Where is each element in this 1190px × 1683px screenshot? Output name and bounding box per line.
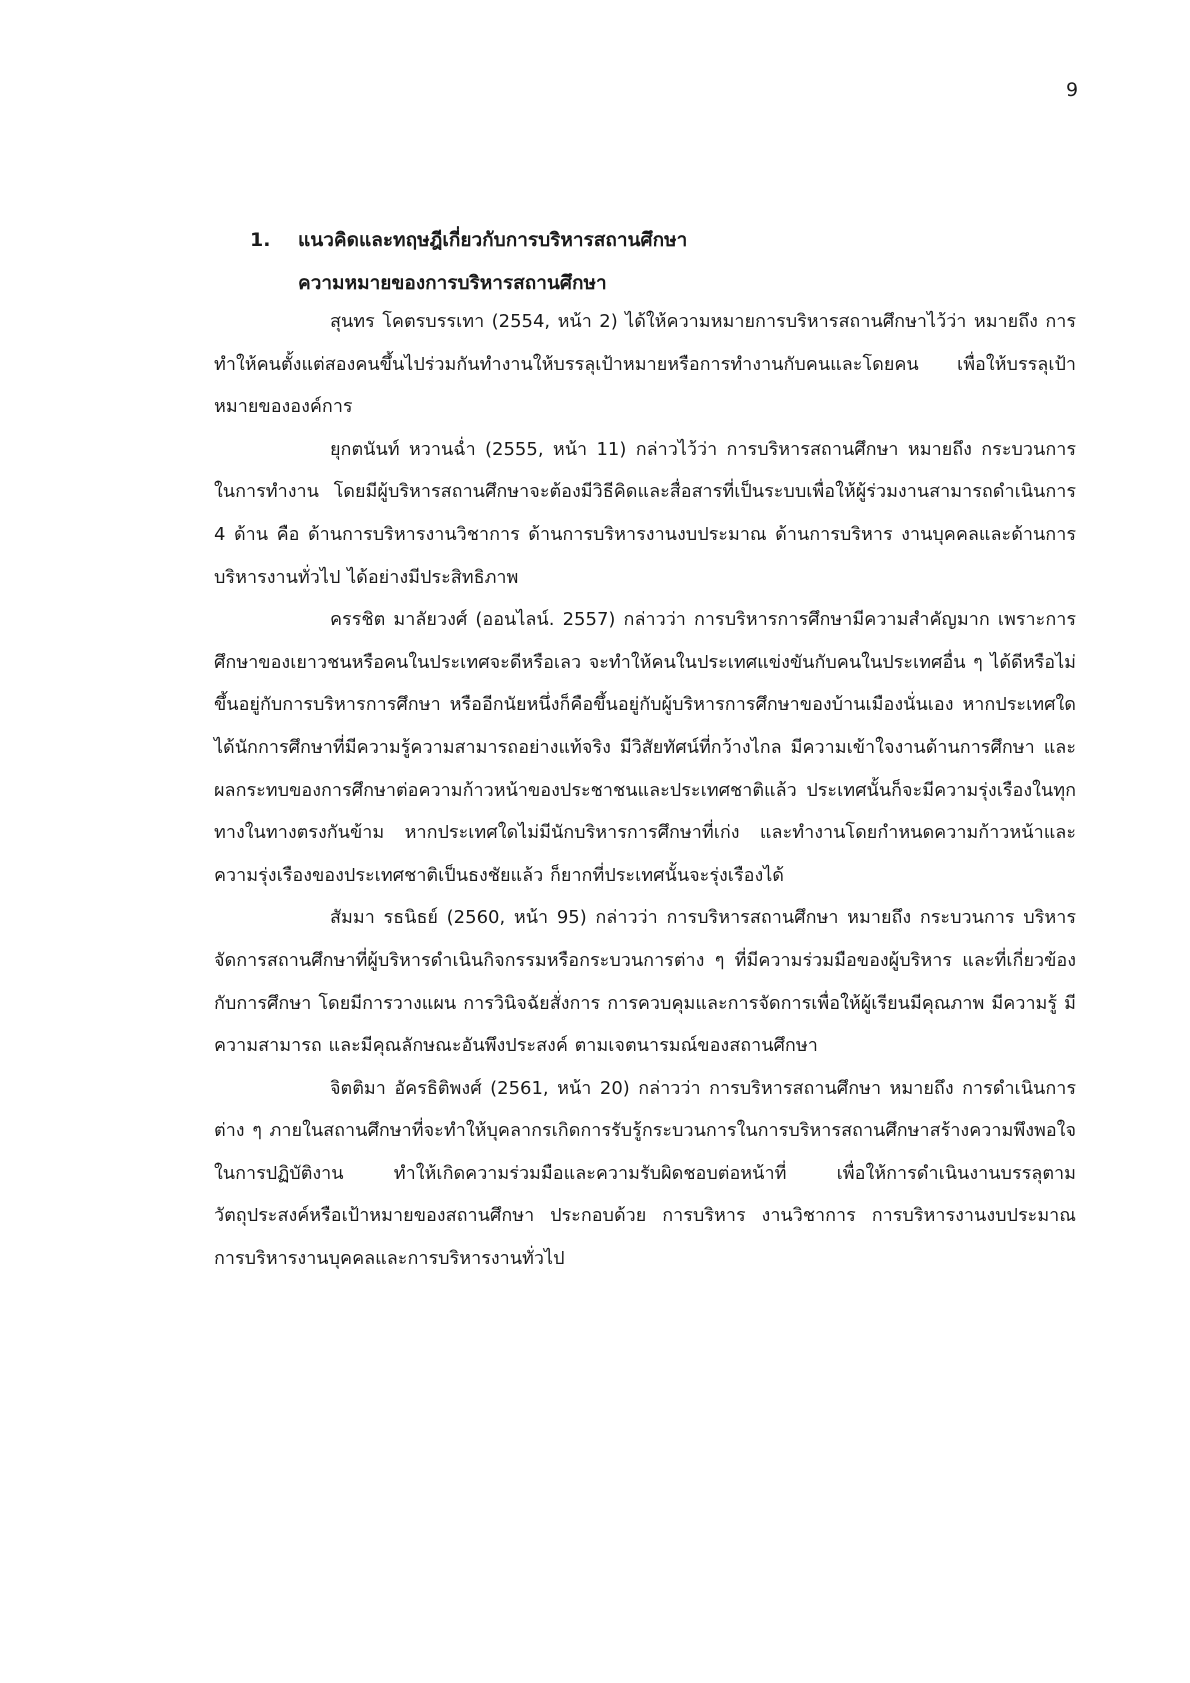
paragraph-kanchit: ครรชิต มาลัยวงศ์ (ออนไลน์. 2557) กล่าวว่า การบริหารการศึกษามีความสำคัญมาก เพราะการศึกษาของเยาวชนหรือคนในประเทศจะดีหรือเลว จะทำให้คนในประเทศแข่งขันกับคนในประเทศอื่น ๆ ได้ดีหรือไม่ขึ้นอยู่กับการบริหารการศึกษา หรืออีกนัยหนึ่งก็คือขึ้นอยู่กับผู้บริหารการศึกษาของบ้านเมืองนั่นเอง หากประเทศใดได้นักการศึกษาที่มีความรู้ความสามารถอย่างแท้จริง มีวิสัยทัศน์ที่กว้างไกล มีความเข้าใจงานด้านการศึกษา และผลกระทบของการศึกษาต่อความก้าวหน้าของประชาชนและประเทศชาติแล้ว ประเทศนั้นก็จะมีความรุ่งเรืองในทุกทางในทางตรงกันข้าม หากประเทศใดไม่มีนักบริหารการศึกษาที่เก่ง และทำงานโดยกำหนดความก้าวหน้าและความรุ่งเรืองของประเทศชาติเป็นธงชัยแล้ว ก็ยากที่ประเทศนั้นจะรุ่งเรืองได้ — [214, 609, 1076, 886]
section-subtitle: ความหมายของการบริหารสถานศึกษา — [298, 272, 607, 294]
paragraph-summa: สัมมา รธนิธย์ (2560, หน้า 95) กล่าวว่า การบริหารสถานศึกษา หมายถึง กระบวนการ บริหารจัดการสถานศึกษาที่ผู้บริหารดำเนินกิจกรรมหรือกระบวนการต่าง ๆ ที่มีความร่วมมือของผู้บริหาร และที่เกี่ยวข้องกับการศึกษา โดยมีการวางแผน การวินิจฉัยสั่งการ การควบคุมและการจัดการเพื่อให้ผู้เรียนมีคุณภาพ มีความรู้ มีความสามารถ และมีคุณลักษณะอันพึงประสงค์ ตามเจตนารมณ์ของสถานศึกษา — [214, 907, 1076, 1057]
page-number: 9 — [1066, 79, 1079, 101]
section-title: แนวคิดและทฤษฎีเกี่ยวกับการบริหารสถานศึกษา — [298, 229, 688, 251]
paragraph-jittima: จิตติมา อัครธิติพงศ์ (2561, หน้า 20) กล่าวว่า การบริหารสถานศึกษา หมายถึง การดำเนินการต่าง ๆ ภายในสถานศึกษาที่จะทำให้บุคลากรเกิดการรับรู้กระบวนการในการบริหารสถานศึกษาสร้างความพึงพอใจในการปฏิบัติงาน ทำให้เกิดความร่วมมือและความรับผิดชอบต่อหน้าที่ เพื่อให้การดำเนินงานบรรลุตามวัตถุประสงค์หรือเป้าหมายของสถานศึกษา ประกอบด้วย การบริหาร งานวิชาการ การบริหารงานงบประมาณ การบริหารงานบุคคลและการบริหารงานทั่วไป — [214, 1077, 1076, 1270]
paragraph-yukatanan: ยุกตนันท์ หวานฉ่ำ (2555, หน้า 11) กล่าวไว้ว่า การบริหารสถานศึกษา หมายถึง กระบวนการในการทำงาน โดยมีผู้บริหารสถานศึกษาจะต้องมีวิธีคิดและสื่อสารที่เป็นระบบเพื่อให้ผู้ร่วมงานสามารถดำเนินการ 4 ด้าน คือ ด้านการบริหารงานวิชาการ ด้านการบริหารงานงบประมาณ ด้านการบริหาร งานบุคคลและด้านการบริหารงานทั่วไป ได้อย่างมีประสิทธิภาพ — [214, 438, 1076, 588]
section-heading — [250, 220, 687, 260]
section-number: 1. — [250, 229, 271, 251]
paragraph-suntorn: สุนทร โคตรบรรเทา (2554, หน้า 2) ได้ให้ความหมายการบริหารสถานศึกษาไว้ว่า หมายถึง การทำให้คนตั้งแต่สองคนขึ้นไปร่วมกันทำงานให้บรรลุเป้าหมายหรือการทำงานกับคนและโดยคน เพื่อให้บรรลุเป้าหมายขององค์การ — [214, 311, 1076, 418]
body-text — [214, 301, 1076, 1281]
